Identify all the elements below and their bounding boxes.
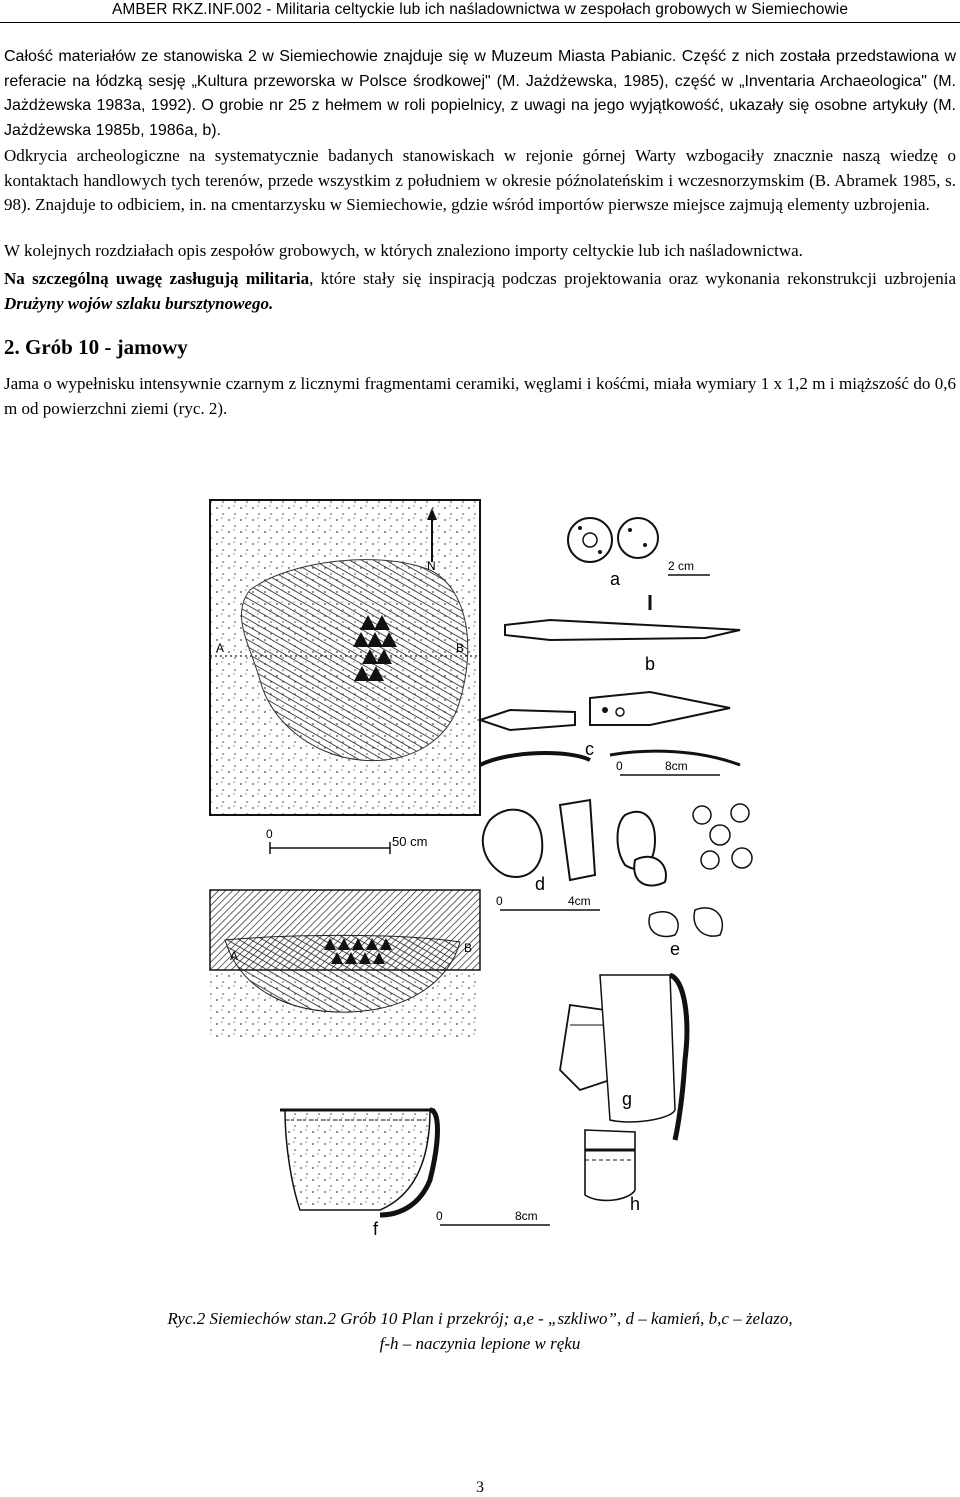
paragraph-4: [4, 267, 956, 316]
plan-scale-zero: 0: [266, 827, 273, 841]
artifact-label-e: e: [670, 939, 681, 959]
paragraph-3: W kolejnych rozdziałach opis zespołów grobowych, w których znaleziono importy celtyckie lub ich naśladownictwa.: [4, 241, 803, 260]
plan-label-a: A: [216, 641, 225, 655]
page-number: 3: [476, 1479, 484, 1496]
scale-d-label: 4cm: [568, 894, 591, 908]
artifact-label-f: f: [373, 1219, 379, 1239]
artifact-label-a: a: [610, 569, 621, 589]
paragraph-4-bold: Na szczególną uwagę zasługują militaria: [4, 269, 310, 288]
scale-f-label: 8cm: [515, 1209, 538, 1223]
artifact-e-glass: [649, 908, 722, 959]
artifact-label-h: h: [630, 1194, 641, 1214]
artifact-a-beads: [568, 518, 710, 589]
artifact-d-stones: [483, 800, 752, 910]
paragraph-2: Odkrycia archeologiczne na systematycznie badanych stanowiskach w rejonie górnej Warty wzbogaciły znacznie naszą wiedzę o kontaktach handlowych tych terenów, przede wszystkim z południem w okresie późnolateńskim i wczesnorzymskim (B. Abramek 1985, s. 98). Znajduje to odbiciem, in. na cmentarzysku w Siemiechowie, gdzie wśród importów pierwsze miejsce zajmują elementy uzbrojenia.: [4, 146, 956, 214]
paragraph-4-bold-italic: Drużyny wojów szlaku bursztynowego.: [4, 293, 274, 313]
section-heading: 2. Grób 10 - jamowy: [4, 335, 188, 359]
artifact-label-d: d: [535, 874, 546, 894]
section-label-a: A: [230, 949, 239, 963]
figure-caption-line-2: f-h – naczynia lepione w ręku: [379, 1334, 581, 1353]
artifact-h-vessel: [585, 1130, 640, 1214]
grave-section: [210, 890, 480, 1040]
plan-label-b: B: [456, 641, 465, 655]
north-arrow-label: N: [427, 559, 436, 573]
artifact-f-bowl: [280, 1110, 550, 1239]
figure-caption-line-1: Ryc.2 Siemiechów stan.2 Grób 10 Plan i przekrój; a,e - „szkliwo”, d – kamień, b,c – żelazo,: [167, 1309, 793, 1328]
artifact-c-blades: [480, 692, 740, 775]
paragraph-4-text: , które stały się inspiracją podczas projektowania oraz wykonania rekonstrukcji uzbrojenia: [309, 269, 956, 288]
artifact-g-vessel: [560, 975, 687, 1140]
scale-c-label: 8cm: [665, 759, 688, 773]
scale-f-zero: 0: [436, 1209, 443, 1223]
plan-scale-label: 50 cm: [392, 834, 428, 849]
page-header: AMBER RKZ.INF.002 - Militaria celtyckie lub ich naśladownictwa w zespołach grobowych w Siemiechowie: [0, 0, 960, 23]
paragraph-1: Całość materiałów ze stanowiska 2 w Siemiechowie znajduje się w Muzeum Miasta Pabianic. Część z nich została przedstawiona w referacie na łódzką sesję „Kultura przeworska w Polsce środkowej" (M. Jażdżewska, 1985), część w „Inventaria Archaeologica" (M. Jażdżewska 1983a, 1992). O grobie nr 25 z hełmem w roli popielnicy, z uwagi na jego wyjątkowość, ukazały się osobne artykuły (M. Jażdżewska 1985b, 1986a, b).: [4, 48, 956, 139]
artifact-label-b: b: [645, 654, 656, 674]
artifact-label-c: c: [585, 739, 594, 759]
grave-plan: [210, 500, 480, 854]
paragraph-5: Jama o wypełnisku intensywnie czarnym z licznymi fragmentami ceramiki, węglami i kośćmi, miała wymiary 1 x 1,2 m i miąższość do 0,6 m od powierzchni ziemi (ryc. 2).: [4, 374, 956, 418]
artifact-label-g: g: [622, 1089, 633, 1109]
scale-d-zero: 0: [496, 894, 503, 908]
section-label-b: B: [464, 941, 473, 955]
grave-figure: [130, 420, 840, 1295]
artifact-b-spear: [505, 595, 740, 674]
scale-c-zero: 0: [616, 759, 623, 773]
scale-a-label: 2 cm: [668, 559, 695, 573]
